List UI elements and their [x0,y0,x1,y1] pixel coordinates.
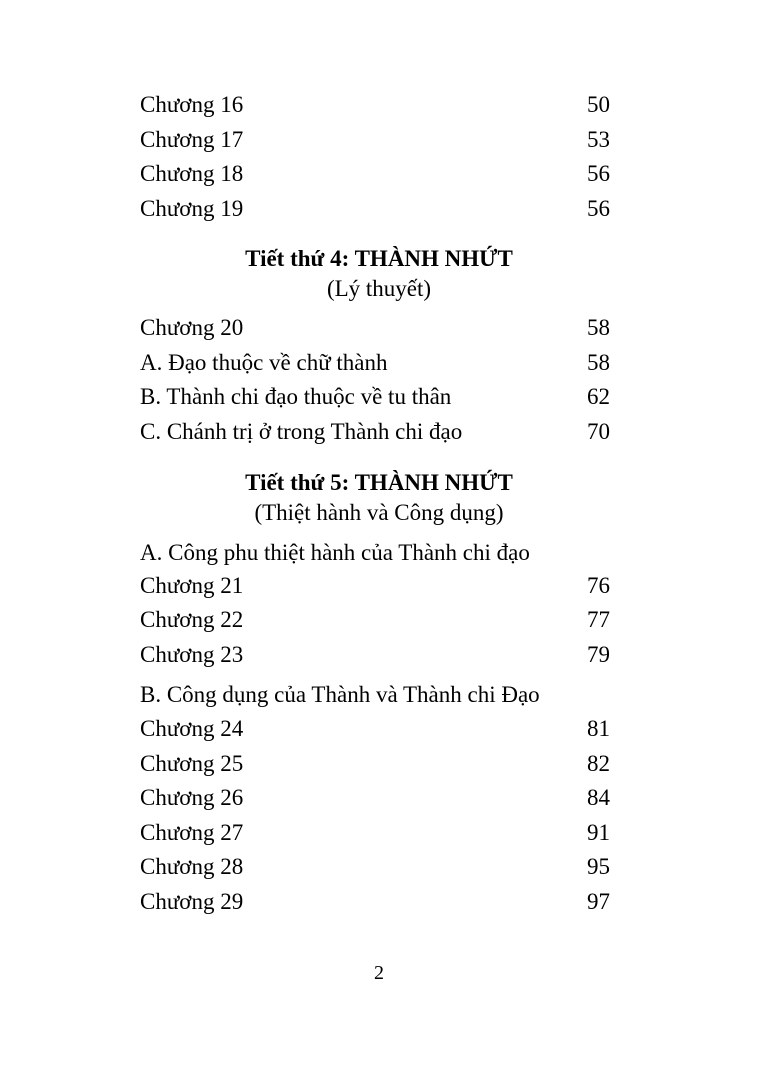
toc-entry-label: A. Đạo thuộc về chữ thành [140,350,388,375]
toc-entry-page: 82 [587,751,610,776]
toc-entry-label: Chương 23 [140,642,244,667]
page-number: 2 [374,962,384,984]
toc-entry-page: 56 [587,196,610,221]
toc-entry-label: Chương 21 [140,573,244,598]
toc-entry-label: Chương 16 [140,92,244,117]
toc-entry-label: Chương 26 [140,785,244,810]
toc-entry-page: 91 [587,820,610,845]
toc-entry-label: Chương 17 [140,127,244,152]
section-title: Tiết thứ 4: THÀNH NHỨT [245,246,513,271]
toc-entry-label: Chương 20 [140,315,244,340]
toc-entry-page: 53 [587,127,610,152]
toc-entry-page: 62 [587,384,610,409]
toc-entry-page: 79 [587,642,610,667]
toc-entry-page: 81 [587,716,610,741]
toc-entry-page: 77 [587,607,610,632]
toc-entry-page: 95 [587,854,610,879]
toc-entry-page: 70 [587,419,610,444]
section-title: Tiết thứ 5: THÀNH NHỨT [245,470,513,495]
toc-entry-label: Chương 19 [140,196,244,221]
toc-entry-page: 58 [587,315,610,340]
toc-entry-page: 58 [587,350,610,375]
toc-entry-label: Chương 22 [140,607,244,632]
part-heading: B. Công dụng của Thành và Thành chi Đạo [140,682,540,707]
section-subtitle: (Thiệt hành và Công dụng) [254,500,504,525]
part-heading: A. Công phu thiệt hành của Thành chi đạo [140,540,530,565]
toc-entry-label: C. Chánh trị ở trong Thành chi đạo [140,419,463,444]
toc-entry-label: B. Thành chi đạo thuộc về tu thân [140,384,452,409]
toc-entry-page: 76 [587,573,610,598]
toc-entry-label: Chương 28 [140,854,244,879]
toc-entry-page: 56 [587,161,610,186]
toc-entry-label: Chương 24 [140,716,244,741]
toc-entry-label: Chương 25 [140,751,244,776]
toc-entry-page: 84 [587,785,610,810]
toc-entry-page: 50 [587,92,610,117]
toc-entry-label: Chương 18 [140,161,244,186]
toc-entry-page: 97 [587,889,610,914]
section-subtitle: (Lý thuyết) [326,276,432,301]
toc-entry-label: Chương 27 [140,820,244,845]
toc-entry-label: Chương 29 [140,889,244,914]
